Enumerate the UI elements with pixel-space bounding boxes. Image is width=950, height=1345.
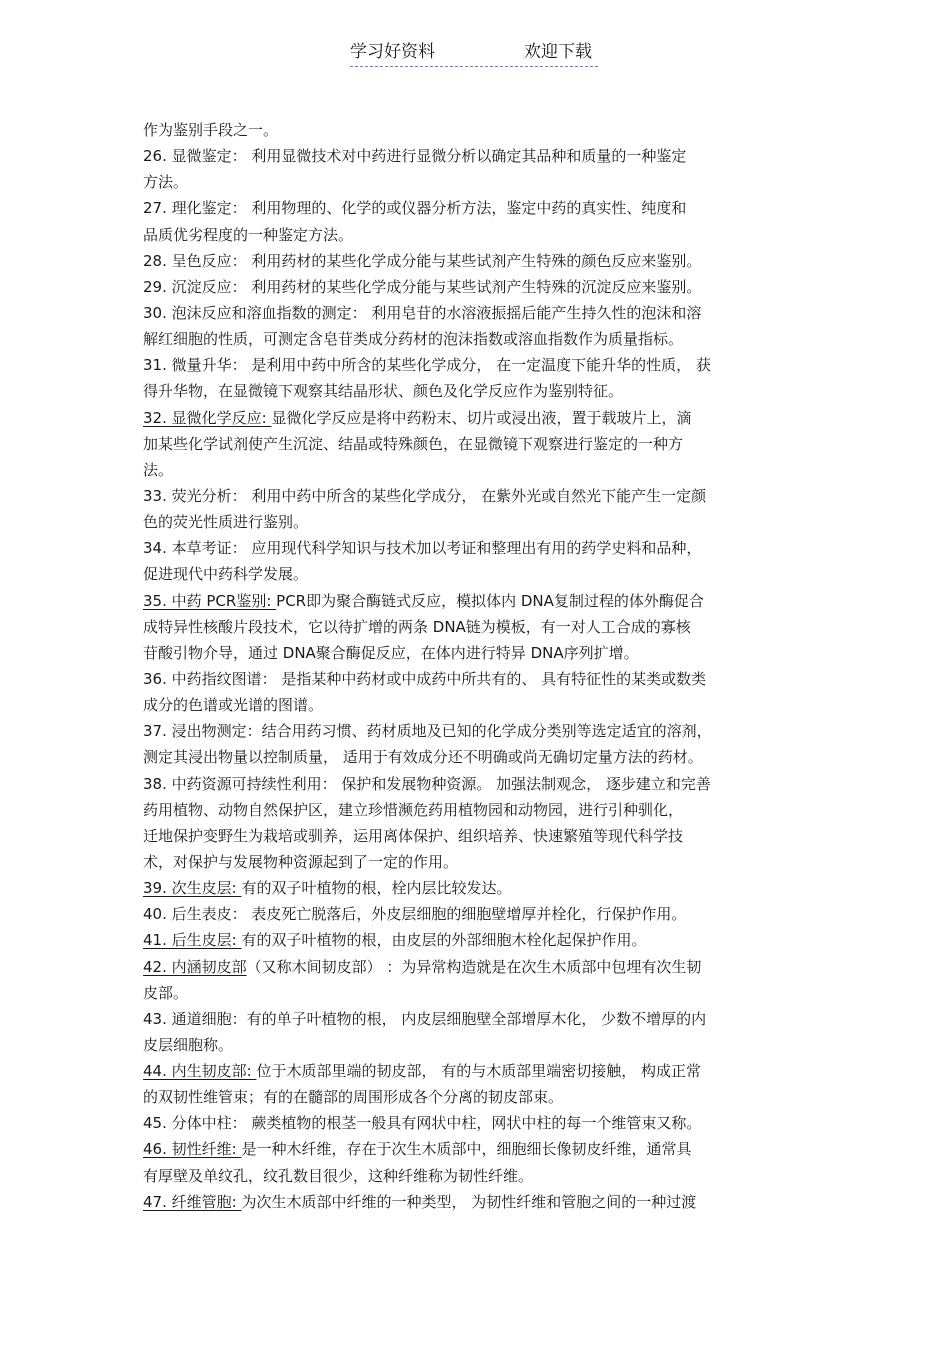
text-line — [143, 901, 808, 927]
definition-text: 显微化学反应是将中药粉末、切片或浸出液，置于载玻片上，滴 — [271, 408, 692, 427]
text-line — [143, 535, 808, 561]
term-heading: 46. 韧性纤维: — [143, 1140, 242, 1159]
text-line — [143, 849, 808, 875]
text-line — [143, 509, 808, 535]
text-line — [143, 954, 808, 980]
text-line — [143, 823, 808, 849]
text-line — [143, 1058, 808, 1084]
line-text: 43. 通道细胞：有的单子叶植物的根， 内皮层细胞壁全部增厚木化， 少数不增厚的内 — [143, 1009, 707, 1028]
text-line — [143, 378, 808, 404]
line-text: 40. 后生表皮： 表皮死亡脱落后，外皮层细胞的细胞壁增厚并栓化，行保护作用。 — [143, 905, 687, 924]
text-line — [143, 588, 808, 614]
text-line — [143, 117, 808, 143]
text-line — [143, 405, 808, 431]
line-text: 有厚壁及单纹孔，纹孔数目很少，这种纤维称为韧性纤维。 — [143, 1166, 534, 1185]
line-text: 术，对保护与发展物种资源起到了一定的作用。 — [143, 852, 459, 871]
text-line — [143, 744, 808, 770]
line-text: 26. 显微鉴定： 利用显微技术对中药进行显微分析以确定其品种和质量的一种鉴定 — [143, 147, 687, 166]
page-header — [350, 40, 598, 67]
term-heading: 35. 中药 PCR鉴别: — [143, 591, 277, 610]
text-line — [143, 1136, 808, 1162]
definition-text: 为次生木质部中纤维的一种类型， 为韧性纤维和管胞之间的一种过渡 — [241, 1192, 697, 1211]
line-text: 45. 分体中柱： 蕨类植物的根茎一般具有网状中柱，网状中柱的每一个维管束又称。 — [143, 1114, 702, 1133]
line-text: 30. 泡沫反应和溶血指数的测定： 利用皂苷的水溶液振摇后能产生持久性的泡沫和溶 — [143, 303, 702, 322]
text-line — [143, 169, 808, 195]
term-heading: 41. 后生皮层: — [143, 931, 242, 950]
line-text: 37. 浸出物测定：结合用药习惯、药材质地及已知的化学成分类别等选定适宜的溶剂， — [143, 722, 712, 741]
text-line — [143, 431, 808, 457]
line-text: 28. 呈色反应： 利用药材的某些化学成分能与某些试剂产生特殊的颜色反应来鉴别。 — [143, 251, 702, 270]
header-right-text: 欢迎下载 — [524, 42, 592, 62]
header-left-text: 学习好资料 — [350, 42, 435, 62]
text-line — [143, 1006, 808, 1032]
term-heading: 39. 次生皮层: — [143, 879, 242, 898]
text-line — [143, 771, 808, 797]
line-text: 38. 中药资源可持续性利用： 保护和发展物种资源。 加强法制观念， 逐步建立和完善 — [143, 774, 711, 793]
line-text: 法。 — [143, 460, 174, 479]
document-body — [143, 117, 808, 1215]
definition-text: 有的双子叶植物的根，栓内层比较发达。 — [241, 879, 512, 898]
line-text: 成特异性核酸片段技术，它以待扩增的两条 DNA链为模板，有一对人工合成的寡核 — [143, 617, 691, 636]
text-line — [143, 1110, 808, 1136]
line-text: 31. 微量升华： 是利用中药中所含的某些化学成分， 在一定温度下能升华的性质， 获 — [143, 356, 711, 375]
term-heading: 42. 内涵韧皮部 — [143, 957, 247, 976]
text-line — [143, 326, 808, 352]
text-line — [143, 1189, 808, 1215]
line-text: 成分的色谱或光谱的图谱。 — [143, 696, 324, 715]
term-heading: 32. 显微化学反应: — [143, 408, 272, 427]
line-text: 测定其浸出物量以控制质量， 适用于有效成分还不明确或尚无确切定量方法的药材。 — [143, 748, 703, 767]
line-text: 29. 沉淀反应： 利用药材的某些化学成分能与某些试剂产生特殊的沉淀反应来鉴别。 — [143, 277, 702, 296]
line-text: 36. 中药指纹图谱： 是指某种中药材或中成药中所共有的、 具有特征性的某类或数类 — [143, 669, 707, 688]
line-text: 方法。 — [143, 173, 189, 192]
definition-text: 位于木质部里端的韧皮部， 有的与木质部里端密切接触， 构成正常 — [256, 1062, 701, 1081]
line-text: 加某些化学试剂使产生沉淀、结晶或特殊颜色，在显微镜下观察进行鉴定的一种方 — [143, 434, 684, 453]
text-line — [143, 1163, 808, 1189]
line-text: 解红细胞的性质，可测定含皂苷类成分药材的泡沫指数或溶血指数作为质量指标。 — [143, 330, 684, 349]
line-text: 色的荧光性质进行鉴别。 — [143, 513, 309, 532]
text-line — [143, 300, 808, 326]
text-line — [143, 143, 808, 169]
text-line — [143, 457, 808, 483]
text-line — [143, 797, 808, 823]
line-text: 皮部。 — [143, 983, 189, 1002]
line-text: 得升华物，在显微镜下观察其结晶形状、颜色及化学反应作为鉴别特征。 — [143, 382, 624, 401]
line-text: 33. 荧光分析： 利用中药中所含的某些化学成分， 在紫外光或自然光下能产生一定颜 — [143, 486, 707, 505]
text-line — [143, 352, 808, 378]
line-text: 作为鉴别手段之一。 — [143, 121, 279, 139]
text-line — [143, 640, 808, 666]
definition-text: 有的双子叶植物的根，由皮层的外部细胞木栓化起保护作用。 — [241, 931, 647, 950]
line-text: 药用植物、动物自然保护区，建立珍惜濒危药用植物园和动物园，进行引种驯化， — [143, 800, 684, 819]
term-heading: 47. 纤维管胞: — [143, 1192, 242, 1211]
text-line — [143, 927, 808, 953]
line-text: 的双韧性维管束；有的在髓部的周围形成各个分离的韧皮部束。 — [143, 1088, 564, 1107]
text-line — [143, 222, 808, 248]
definition-text: （又称木间韧皮部） ：为异常构造就是在次生木质部中包埋有次生韧 — [246, 957, 702, 976]
text-line — [143, 248, 808, 274]
definition-text: PCR即为聚合酶链式反应，模拟体内 DNA复制过程的体外酶促合 — [276, 591, 704, 610]
line-text: 苷酸引物介导，通过 DNA聚合酶促反应，在体内进行特异 DNA序列扩增。 — [143, 643, 639, 662]
line-text: 品质优劣程度的一种鉴定方法。 — [143, 225, 354, 244]
text-line — [143, 980, 808, 1006]
term-heading: 44. 内生韧皮部: — [143, 1062, 257, 1081]
text-line — [143, 195, 808, 221]
text-line — [143, 274, 808, 300]
text-line — [143, 692, 808, 718]
text-line — [143, 561, 808, 587]
text-line — [143, 666, 808, 692]
line-text: 迁地保护变野生为栽培或驯养，运用离体保护、组织培养、快速繁殖等现代科学技 — [143, 826, 684, 845]
line-text: 34. 本草考证： 应用现代科学知识与技术加以考证和整理出有用的药学史料和品种， — [143, 539, 702, 558]
text-line — [143, 1032, 808, 1058]
text-line — [143, 718, 808, 744]
text-line — [143, 614, 808, 640]
text-line — [143, 875, 808, 901]
line-text: 皮层细胞称。 — [143, 1035, 234, 1054]
line-text: 27. 理化鉴定： 利用物理的、化学的或仪器分析方法，鉴定中药的真实性、纯度和 — [143, 199, 687, 218]
line-text: 促进现代中药科学发展。 — [143, 565, 309, 584]
definition-text: 是一种木纤维，存在于次生木质部中，细胞细长像韧皮纤维，通常具 — [241, 1140, 692, 1159]
text-line — [143, 1084, 808, 1110]
text-line — [143, 483, 808, 509]
